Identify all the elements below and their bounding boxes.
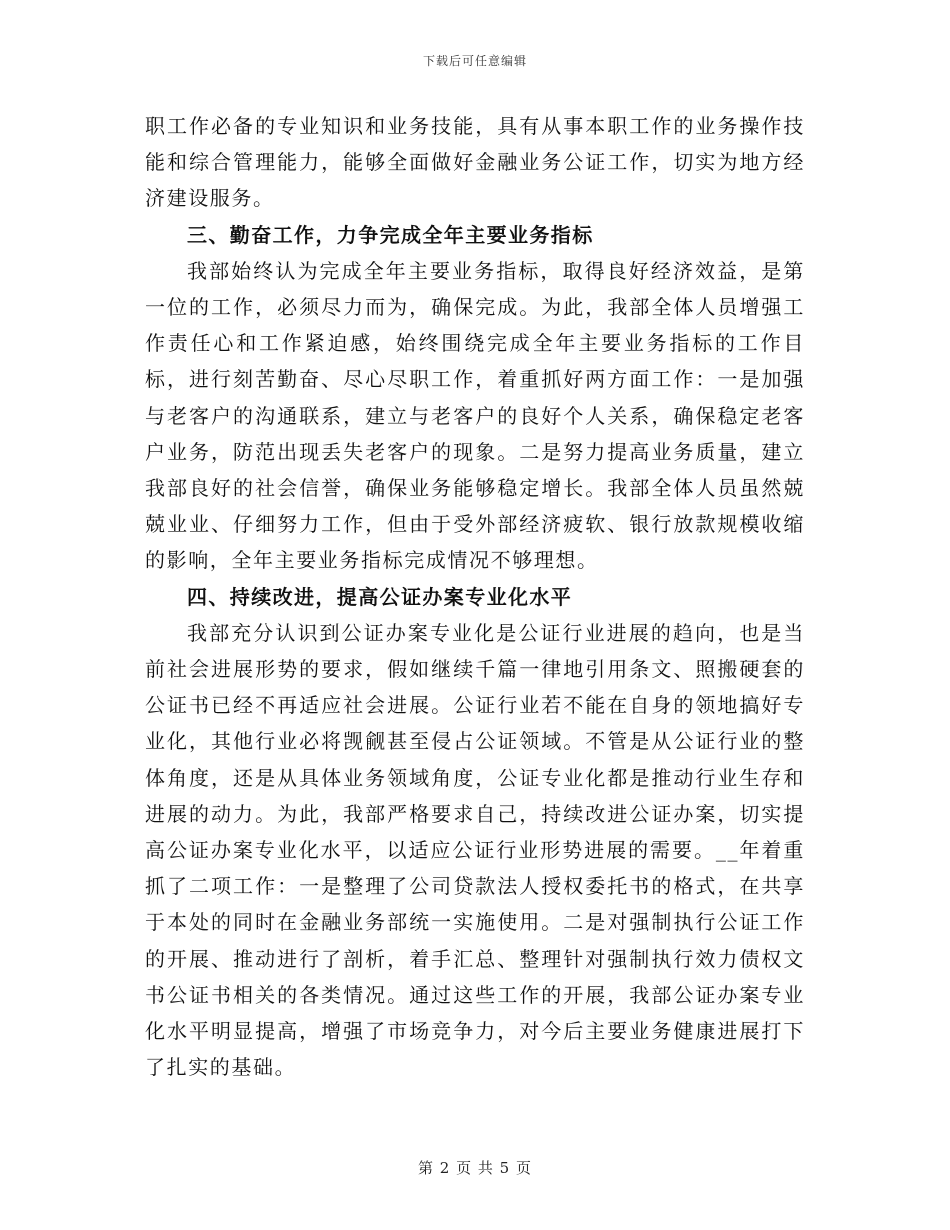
page-number-footer: 第 2 页 共 5 页 xyxy=(418,1159,532,1177)
paragraph-section-4: 我部充分认识到公证办案专业化是公证行业进展的趋向，也是当前社会进展形势的要求，假如继续千篇一律地引用条文、照搬硬套的公证书已经不再适应社会进展。公证行业若不能在自身的领地搞好专业化，其他行业必将觊觎甚至侵占公证领域。不管是从公证行业的整体角度，还是从具体业务领域角度，公证专业化都是推动行业生存和进展的动力。为此，我部严格要求自己，持续改进公证办案，切实提高公证办案专业化水平，以适应公证行业形势进展的需要。__年着重抓了二项工作：一是整理了公司贷款法人授权委托书的格式，在共享于本处的同时在金融业务部统一实施使用。二是对强制执行公证工作的开展、推动进行了剖析，着手汇总、整理针对强制执行效力债权文书公证书相关的各类情况。通过这些工作的开展，我部公证办案专业化水平明显提高，增强了市场竞争力，对今后主要业务健康进展打下了扎实的基础。 xyxy=(145,620,805,1080)
paragraph-section-3: 我部始终认为完成全年主要业务指标，取得良好经济效益，是第一位的工作，必须尽力而为，确保完成。为此，我部全体人员增强工作责任心和工作紧迫感，始终围绕完成全年主要业务指标的工作目标，进行刻苦勤奋、尽心尽职工作，着重抓好两方面工作：一是加强与老客户的沟通联系，建立与老客户的良好个人关系，确保稳定老客户业务，防范出现丢失老客户的现象。二是努力提高业务质量，建立我部良好的社会信誉，确保业务能够稳定增长。我部全体人员虽然兢兢业业、仔细努力工作，但由于受外部经济疲软、银行放款规模收缩的影响，全年主要业务指标完成情况不够理想。 xyxy=(145,258,805,573)
section-heading-4: 四、持续改进，提高公证办案专业化水平 xyxy=(187,584,573,609)
paragraph-continued: 职工作必备的专业知识和业务技能，具有从事本职工作的业务操作技能和综合管理能力，能够全面做好金融业务公证工作，切实为地方经济建设服务。 xyxy=(145,114,805,211)
document-body xyxy=(145,108,805,1085)
page-header-note: 下载后可任意编辑 xyxy=(422,54,527,68)
section-heading-3: 三、勤奋工作，力争完成全年主要业务指标 xyxy=(187,222,594,247)
